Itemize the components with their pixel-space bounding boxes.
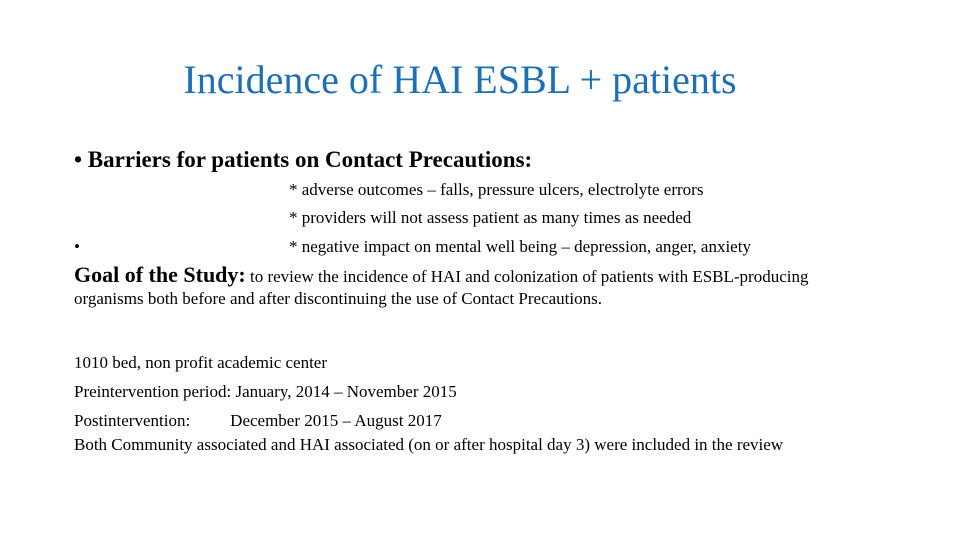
pre-label: Preintervention period:	[74, 382, 232, 401]
beds-line: 1010 bed, non profit academic center	[74, 353, 328, 372]
goal-text: to review the incidence of HAI and colonization of patients with ESBL-producing organisms both before and after discontinuing the use of Contact Precautions.	[74, 267, 809, 308]
post-label: Postintervention:	[74, 411, 191, 430]
goal-paragraph	[74, 264, 874, 310]
bullet: •	[74, 147, 83, 172]
preintervention-line	[74, 377, 874, 406]
inclusion-line: Both Community associated and HAI associated (on or after hospital day 3) were included in the review	[74, 435, 784, 454]
slide-title: Incidence of HAI ESBL + patients	[183, 57, 737, 102]
goal-label: Goal of the Study:	[74, 262, 246, 287]
barrier-item: * providers will not assess patient as many times as needed	[289, 208, 692, 227]
barrier-item: * negative impact on mental well being – depression, anger, anxiety	[289, 237, 751, 256]
empty-bullet: •	[74, 237, 80, 256]
facts-block	[74, 348, 874, 455]
post-value: December 2015 – August 2017	[230, 411, 442, 430]
postintervention-line	[74, 406, 874, 435]
pre-value: January, 2014 – November 2015	[235, 382, 457, 401]
barriers-heading	[74, 147, 532, 173]
barriers-heading-text: Barriers for patients on Contact Precautions:	[87, 147, 533, 172]
barrier-item: * adverse outcomes – falls, pressure ulcers, electrolyte errors	[289, 180, 704, 199]
